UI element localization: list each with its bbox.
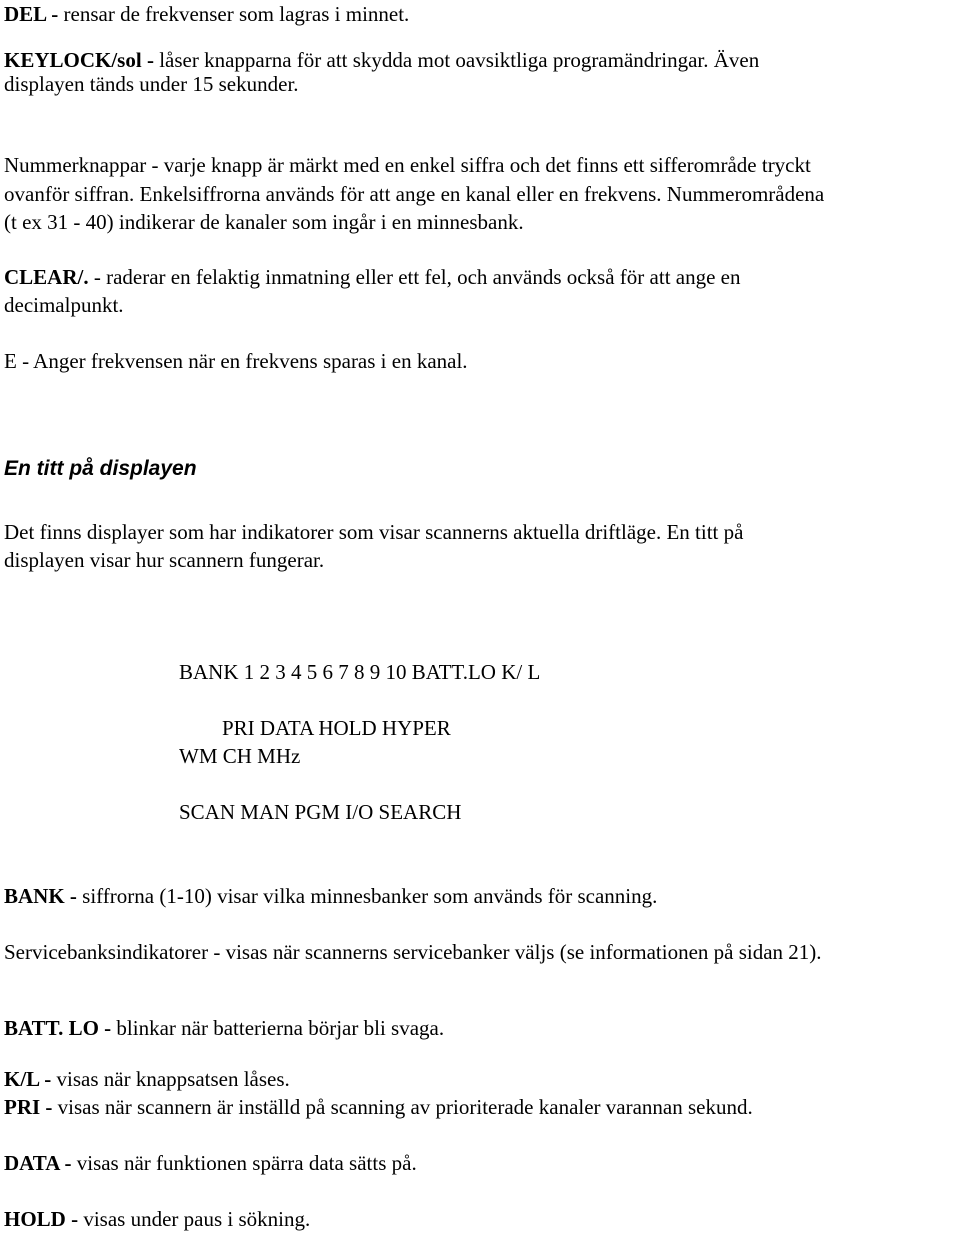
numkeys-line-1: Nummerknappar - varje knapp är märkt med en enkel siffra och det finns ett sifferområde tryckt bbox=[4, 153, 811, 177]
hold-line bbox=[4, 1205, 310, 1233]
display-row-1: BANK 1 2 3 4 5 6 7 8 9 10 BATT.LO K/ L bbox=[179, 660, 541, 684]
keylock-term: KEYLOCK/sol - bbox=[4, 48, 160, 72]
clear-line-1 bbox=[4, 263, 741, 291]
keylock-line-2: displayen tänds under 15 sekunder. bbox=[4, 72, 299, 96]
numkeys-line-2: ovanför siffran. Enkelsiffrorna används för att ange en kanal eller en frekvens. Nummerområdena bbox=[4, 182, 825, 206]
del-line bbox=[4, 0, 409, 28]
display-row-4: SCAN MAN PGM I/O SEARCH bbox=[179, 800, 462, 824]
section-heading: En titt på displayen bbox=[4, 457, 197, 480]
bank-term: BANK - bbox=[4, 884, 83, 908]
numkeys-line-3: (t ex 31 - 40) indikerar de kanaler som ingår i en minnesbank. bbox=[4, 210, 524, 234]
display-row-2: PRI DATA HOLD HYPER bbox=[222, 716, 451, 740]
service-line: Servicebanksindikatorer - visas när scannerns servicebanker väljs (se informationen på sidan 21). bbox=[4, 940, 822, 964]
clear-term: CLEAR/. bbox=[4, 265, 89, 289]
pri-term: PRI - bbox=[4, 1095, 58, 1119]
e-line: E - Anger frekvensen när en frekvens sparas i en kanal. bbox=[4, 349, 468, 373]
bank-line bbox=[4, 882, 657, 910]
batt-line bbox=[4, 1014, 444, 1042]
clear-line-2: decimalpunkt. bbox=[4, 293, 124, 317]
del-term: DEL - bbox=[4, 2, 64, 26]
kl-text: visas när knappsatsen låses. bbox=[56, 1067, 290, 1091]
data-line bbox=[4, 1149, 417, 1177]
display-row-3: WM CH MHz bbox=[179, 744, 301, 768]
pri-line bbox=[4, 1093, 753, 1121]
data-term: DATA - bbox=[4, 1151, 77, 1175]
batt-text: blinkar när batterierna börjar bli svaga. bbox=[116, 1016, 445, 1040]
kl-term: K/L - bbox=[4, 1067, 57, 1091]
hold-term: HOLD - bbox=[4, 1207, 84, 1231]
batt-term: BATT. LO - bbox=[4, 1016, 117, 1040]
bank-text: siffrorna (1-10) visar vilka minnesbanker som används för scanning. bbox=[82, 884, 658, 908]
intro-line-1: Det finns displayer som har indikatorer som visar scannerns aktuella driftläge. En titt på bbox=[4, 520, 744, 544]
keylock-text-1: låser knapparna för att skydda mot oavsiktliga programändringar. Även bbox=[159, 48, 760, 72]
intro-line-2: displayen visar hur scannern fungerar. bbox=[4, 548, 325, 572]
del-text: rensar de frekvenser som lagras i minnet. bbox=[63, 2, 410, 26]
hold-text: visas under paus i sökning. bbox=[83, 1207, 311, 1231]
clear-text-1: - raderar en felaktig inmatning eller ett fel, och används också för att ange en bbox=[88, 265, 741, 289]
pri-text: visas när scannern är inställd på scanning av prioriterade kanaler varannan sekund. bbox=[57, 1095, 753, 1119]
kl-line bbox=[4, 1065, 290, 1093]
data-text: visas när funktionen spärra data sätts på. bbox=[76, 1151, 417, 1175]
